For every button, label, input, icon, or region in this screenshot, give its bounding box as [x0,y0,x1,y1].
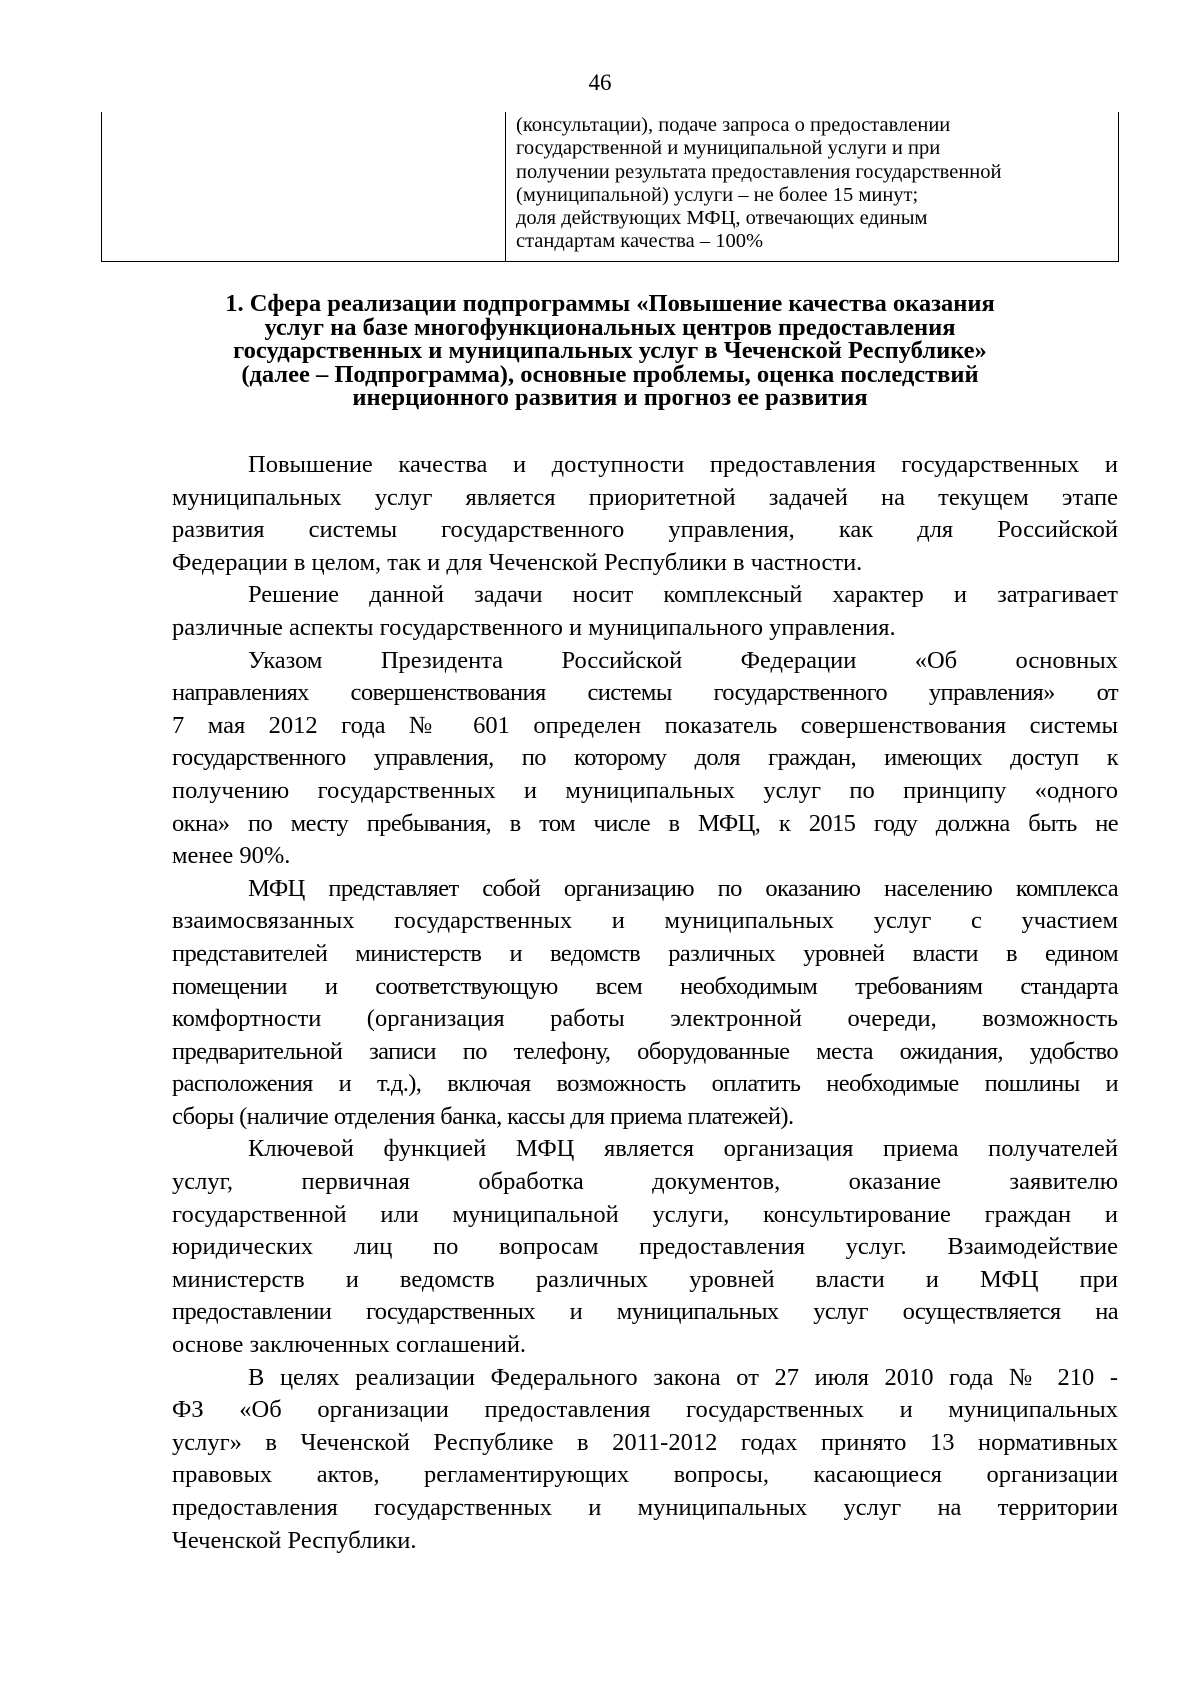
text-line: Федерации в целом, так и для Чеченской Республики в частности. [172,548,863,576]
text-line: государственной или муниципальной услуги, консультирование граждан и [172,1200,1118,1228]
text-line: получению государственных и муниципальных услуг по принципу «одного [172,776,1118,804]
text-line: МФЦ представляет собой организацию по оказанию населению комплекса [248,874,1118,902]
section-title-line: 1. Сфера реализации подпрограммы «Повышение качества оказания [225,290,995,317]
text-line: муниципальных услуг является приоритетной задачей на текущем этапе [172,483,1118,511]
text-line: предоставления государственных и муниципальных услуг на территории [172,1494,1118,1521]
text-line: помещении и соответствующую всем необходимым требованиям стандарта [172,972,1118,1000]
text-line: взаимосвязанных государственных и муниципальных услуг с участием [172,907,1118,935]
text-line: предварительной записи по телефону, оборудованные места ожидания, удобство [172,1037,1118,1065]
text-line: В целях реализации Федерального закона от 27 июля 2010 года № 210 - [248,1363,1118,1391]
table-cell-line: государственной и муниципальной услуги и при [516,137,941,160]
paragraph [172,873,1118,1134]
text-line: государственного управления, по которому доля граждан, имеющих доступ к [172,744,1118,772]
paragraph [172,579,1118,644]
section-title-line: инерционного развития и прогноз ее развития [352,384,868,411]
text-line: услуг» в Чеченской Республике в 2011-2012 годах принято 13 нормативных [172,1428,1118,1456]
paragraph [172,1133,1118,1361]
body-text [172,449,1118,1557]
table-cell-line: доля действующих МФЦ, отвечающих единым [516,207,928,230]
text-line: ФЗ «Об организации предоставления государственных и муниципальных [172,1396,1118,1424]
table-cell-line: получении результата предоставления государственной [516,160,1002,183]
text-line: юридических лиц по вопросам предоставления услуг. Взаимодействие [172,1233,1118,1261]
section-title [150,292,1070,410]
table-cell-indicators [506,112,1119,262]
text-line: основе заключенных соглашений. [172,1331,527,1359]
table-cell-line: (муниципальной) услуги – не более 15 минут; [516,183,919,206]
text-line: Указом Президента Российской Федерации «Об основных [248,646,1118,674]
text-line: Повышение качества и доступности предоставления государственных и [248,451,1118,478]
text-line: услуг, первичная обработка документов, оказание заявителю [172,1168,1118,1196]
paragraph [172,1362,1118,1558]
text-line: направлениях совершенствования системы государственного управления» от [172,679,1118,707]
section-title-line: услуг на базе многофункциональных центров предоставления [264,313,956,341]
paragraph [172,449,1118,579]
text-line: предоставлении государственных и муниципальных услуг осуществляется на [172,1298,1118,1326]
text-line: правовых актов, регламентирующих вопросы, касающиеся организации [172,1461,1118,1489]
table-cell-line: стандартам качества – 100% [516,230,764,253]
text-line: окна» по месту пребывания, в том числе в МФЦ, к 2015 году должна быть не [172,809,1118,837]
text-line: менее 90%. [172,842,291,870]
text-line: 7 мая 2012 года № 601 определен показатель совершенствования системы [172,711,1118,739]
section-title-line: (далее – Подпрограмма), основные проблемы, оценка последствий [241,360,979,388]
text-line: комфортности (организация работы электронной очереди, возможность [172,1005,1118,1033]
text-line: Решение данной задачи носит комплексный характер и затрагивает [248,581,1118,609]
continuation-table [101,112,1119,262]
text-line: расположения и т.д.), включая возможность оплатить необходимые пошлины и [172,1070,1118,1098]
table-cell-line: (консультации), подаче запроса о предоставлении [516,114,951,136]
text-line: Ключевой функцией МФЦ является организация приема получателей [248,1135,1118,1163]
text-line: Чеченской Республики. [172,1526,417,1554]
text-line: сборы (наличие отделения банка, кассы для приема платежей). [172,1102,794,1130]
text-line: министерств и ведомств различных уровней власти и МФЦ при [172,1265,1118,1293]
paragraph [172,645,1118,873]
text-line: развития системы государственного управления, как для Российской [172,516,1118,544]
section-title-line: государственных и муниципальных услуг в Чеченской Республике» [233,337,987,364]
page-number: 46 [588,70,612,95]
table-row [102,112,1119,262]
table-cell-empty [102,112,506,262]
text-line: представителей министерств и ведомств различных уровней власти в едином [172,939,1118,967]
text-line: различные аспекты государственного и муниципального управления. [172,613,896,641]
